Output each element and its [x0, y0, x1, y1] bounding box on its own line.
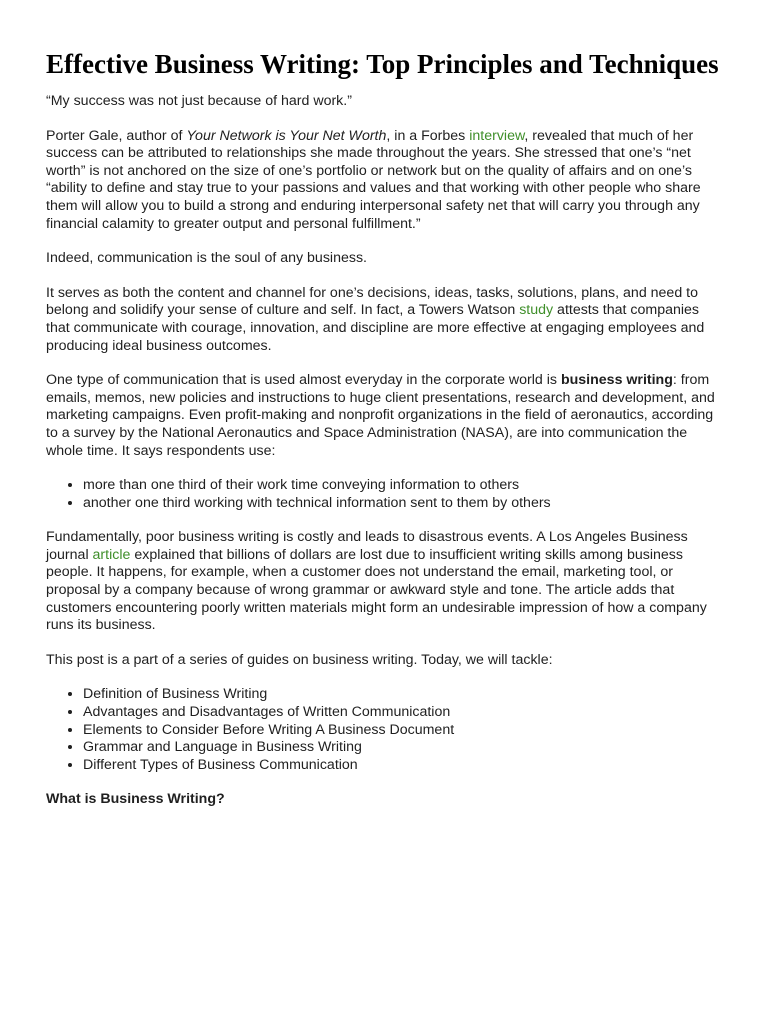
- link-interview[interactable]: interview: [469, 127, 525, 144]
- paragraph-text: Porter Gale, author of: [46, 127, 187, 144]
- list-item: • another one third working with technical information sent to them by others: [83, 495, 726, 513]
- paragraph-series-intro: This post is a part of a series of guides on business writing. Today, we will tackle:: [46, 651, 553, 668]
- link-article[interactable]: article: [92, 546, 131, 563]
- list-item: • Definition of Business Writing: [83, 686, 726, 704]
- paragraph-text: : from emails, memos, new policies and instructions to huge client presentations, research and development, and marketing campaigns. Even profit-making and nonprofit organizations in the field of aeronautics, according to a survey by the National Aeronautics and Space Administration (NASA), are into communication the whole time. It says respondents use:: [46, 372, 715, 459]
- bold-business-writing: business writing: [560, 372, 673, 389]
- paragraph-text: One type of communication that is used almost everyday in the corporate world is: [46, 372, 561, 389]
- section-heading: What is Business Writing?: [46, 791, 225, 808]
- list-item: • Grammar and Language in Business Writing: [83, 739, 726, 757]
- topics-list: [46, 686, 726, 774]
- paragraph-text: Fundamentally, poor business writing is costly and leads to disastrous events. A Los Angeles Business journal: [46, 529, 688, 563]
- opening-quote: “My success was not just because of hard work.”: [46, 93, 352, 109]
- paragraph-poor-writing: [46, 529, 726, 635]
- page-title: Effective Business Writing: Top Principles and Techniques: [46, 49, 719, 79]
- paragraph-text: , in a Forbes: [386, 127, 470, 144]
- paragraph-content-channel: [46, 285, 726, 355]
- paragraph-porter-gale: [46, 128, 726, 234]
- list-item: • Elements to Consider Before Writing A Business Document: [83, 722, 726, 740]
- paragraph-text: It serves as both the content and channel for one’s decisions, ideas, tasks, solutions, plans, and need to belong and solidify your sense of culture and self. In fact, a Towers Watson: [46, 284, 698, 319]
- link-study[interactable]: study: [519, 302, 554, 319]
- list-item: • Advantages and Disadvantages of Written Communication: [83, 704, 726, 722]
- paragraph-text: explained that billions of dollars are lost due to insufficient writing skills among business people. It happens, for example, when a customer does not understand the email, marketing tool, or proposal by a company because of wrong grammar or awkward style and tone. The article adds that customers encountering poorly written materials might form an undesirable impression of how a company runs its business.: [46, 546, 707, 634]
- work-time-list: [46, 477, 726, 512]
- document-page: [46, 47, 726, 809]
- paragraph-communication-soul: Indeed, communication is the soul of any business.: [46, 250, 367, 267]
- paragraph-text: attests that companies that communicate with courage, innovation, and discipline are more effective at engaging employees and producing ideal business outcomes.: [46, 302, 705, 354]
- book-title: Your Network is Your Net Worth: [186, 127, 387, 144]
- paragraph-text: , revealed that much of her success can be attributed to relationships she made throughout the years. She stressed that one’s “net worth” is not anchored on the size of one’s portfolio or network but on the quality of affairs and on one’s “ability to define and stay true to your passions and values and that working with other people who share them will allow you to build a strong and enduring interpersonal safety net that will carry you through any financial calamity to greater output and personal fulfillment.”: [46, 127, 701, 232]
- list-item: • more than one third of their work time conveying information to others: [83, 477, 726, 495]
- paragraph-business-writing: [46, 372, 726, 460]
- list-item: • Different Types of Business Communication: [83, 757, 726, 775]
